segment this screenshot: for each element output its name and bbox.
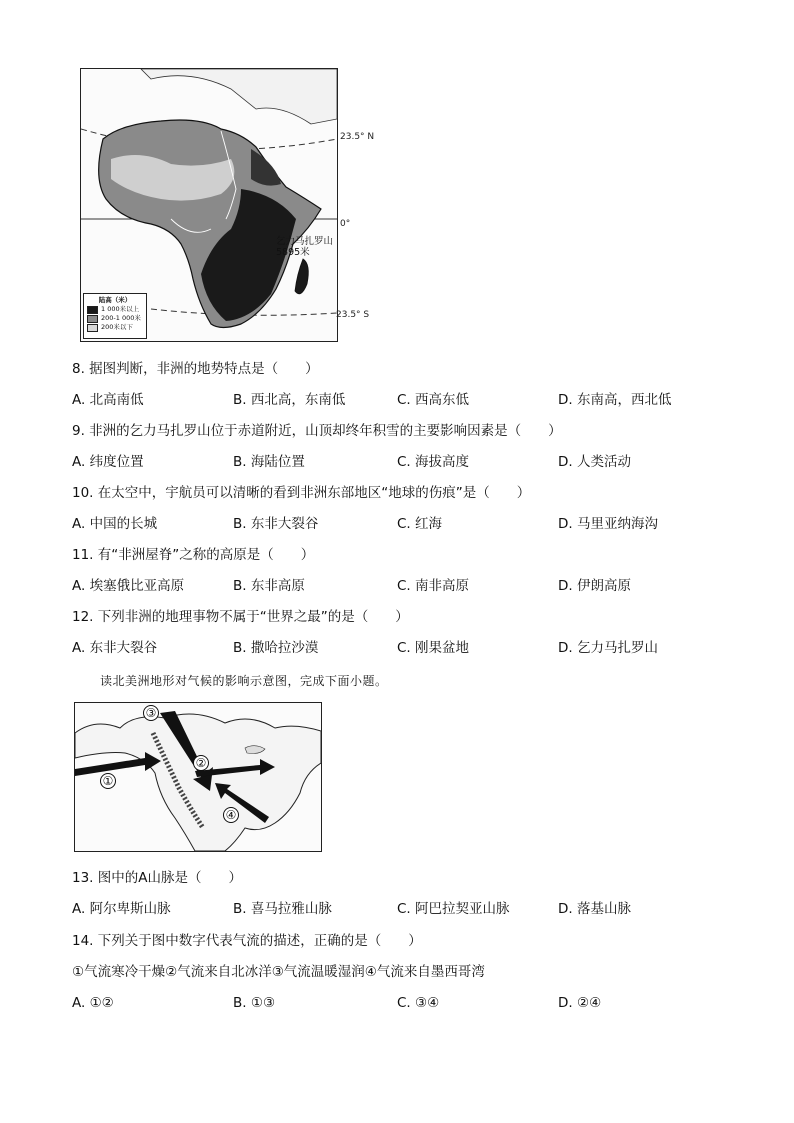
q9-option-c[interactable]: C. 海拔高度 <box>397 454 470 470</box>
legend-title: 陆高（米） <box>98 296 132 304</box>
q11-option-c[interactable]: C. 南非高原 <box>397 578 470 594</box>
q14-option-a[interactable]: A. ①② <box>72 995 114 1011</box>
airflow-label-2: ② <box>193 755 209 771</box>
question-13-stem: 13. 图中的A山脉是（ ） <box>72 870 242 886</box>
q10-option-b[interactable]: B. 东非大裂谷 <box>233 516 319 532</box>
question-12-stem: 12. 下列非洲的地理事物不属于“世界之最”的是（ ） <box>72 609 409 625</box>
q8-option-b[interactable]: B. 西北高，东南低 <box>233 392 346 408</box>
question-8-stem: 8. 据图判断，非洲的地势特点是（ ） <box>72 361 319 377</box>
legend-item <box>87 314 143 323</box>
q13-option-a[interactable]: A. 阿尔卑斯山脉 <box>72 901 171 917</box>
question-11-stem: 11. 有“非洲屋脊”之称的高原是（ ） <box>72 547 315 563</box>
q8-option-a[interactable]: A. 北高南低 <box>72 392 144 408</box>
q14-option-c[interactable]: C. ③④ <box>397 995 440 1011</box>
legend-swatch <box>87 324 98 332</box>
q9-option-a[interactable]: A. 纬度位置 <box>72 454 144 470</box>
question-14-stem: 14. 下列关于图中数字代表气流的描述，正确的是（ ） <box>72 933 422 949</box>
kilimanjaro-height: 5895米 <box>276 247 310 258</box>
q14-option-d[interactable]: D. ②④ <box>558 995 602 1011</box>
q13-option-c[interactable]: C. 阿巴拉契亚山脉 <box>397 901 510 917</box>
q12-option-d[interactable]: D. 乞力马扎罗山 <box>558 640 658 656</box>
kilimanjaro-label <box>276 236 333 258</box>
elevation-legend <box>83 293 147 339</box>
legend-label: 200-1 000米 <box>101 314 141 322</box>
kilimanjaro-name: 乞力马扎罗山 <box>276 236 334 247</box>
q13-option-b[interactable]: B. 喜马拉雅山脉 <box>233 901 332 917</box>
north-america-climate-map <box>74 702 322 852</box>
legend-item <box>87 305 143 314</box>
q14-option-b[interactable]: B. ①③ <box>233 995 276 1011</box>
lat-label-south: 23.5° S <box>336 310 370 320</box>
q13-option-d[interactable]: D. 落基山脉 <box>558 901 631 917</box>
question-10-stem: 10. 在太空中，宇航员可以清晰的看到非洲东部地区“地球的伤痕”是（ ） <box>72 485 531 501</box>
q8-option-d[interactable]: D. 东南高，西北低 <box>558 392 672 408</box>
legend-swatch <box>87 315 98 323</box>
question-9-stem: 9. 非洲的乞力马扎罗山位于赤道附近，山顶却终年积雪的主要影响因素是（ ） <box>72 423 562 439</box>
section-intro: 读北美洲地形对气候的影响示意图，完成下面小题。 <box>100 674 388 688</box>
q10-option-a[interactable]: A. 中国的长城 <box>72 516 158 532</box>
q11-option-a[interactable]: A. 埃塞俄比亚高原 <box>72 578 185 594</box>
q9-option-d[interactable]: D. 人类活动 <box>558 454 631 470</box>
q11-option-b[interactable]: B. 东非高原 <box>233 578 305 594</box>
q12-option-c[interactable]: C. 刚果盆地 <box>397 640 470 656</box>
q10-option-c[interactable]: C. 红海 <box>397 516 443 532</box>
airflow-label-4: ④ <box>223 807 239 823</box>
q12-option-a[interactable]: A. 东非大裂谷 <box>72 640 158 656</box>
legend-item <box>87 323 143 332</box>
q12-option-b[interactable]: B. 撒哈拉沙漠 <box>233 640 319 656</box>
legend-label: 1 000米以上 <box>101 305 140 313</box>
q10-option-d[interactable]: D. 马里亚纳海沟 <box>558 516 658 532</box>
lat-label-equator: 0° <box>340 219 351 229</box>
airflow-label-1: ① <box>100 773 116 789</box>
airflow-label-3: ③ <box>143 705 159 721</box>
q11-option-d[interactable]: D. 伊朗高原 <box>558 578 631 594</box>
q9-option-b[interactable]: B. 海陆位置 <box>233 454 305 470</box>
legend-swatch <box>87 306 98 314</box>
lat-label-north-outer: 23.5° N <box>340 132 375 142</box>
africa-terrain-map <box>80 68 338 342</box>
legend-label: 200米以下 <box>101 323 133 331</box>
question-14-statement: ①气流寒冷干燥②气流来自北冰洋③气流温暖湿润④气流来自墨西哥湾 <box>72 964 485 980</box>
q8-option-c[interactable]: C. 西高东低 <box>397 392 470 408</box>
